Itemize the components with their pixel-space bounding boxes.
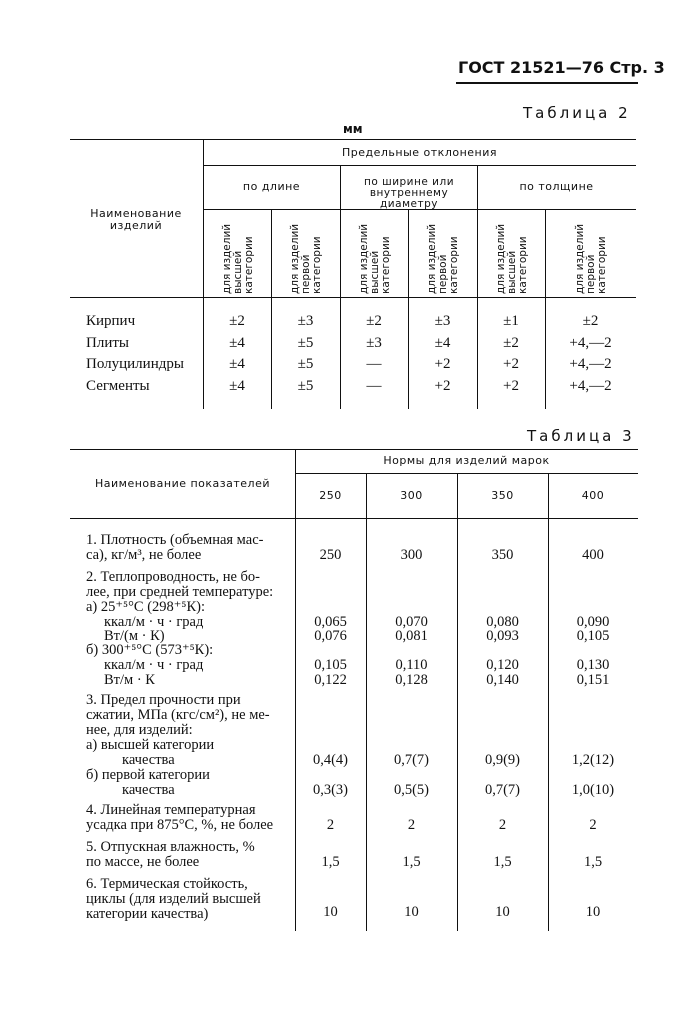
table3-col-name-header: Наименование показателей bbox=[95, 477, 270, 490]
table2-subcol-header: для изделий первой категории bbox=[426, 223, 460, 294]
table2-cell: ±5 bbox=[297, 378, 314, 394]
table3-group-header: Нормы для изделий марок bbox=[383, 454, 550, 467]
table3-cell: 0,090 bbox=[576, 614, 610, 630]
table2-cell: +4,—2 bbox=[569, 378, 612, 394]
table2-cell: ±2 bbox=[366, 313, 382, 329]
table2-cell: ±4 bbox=[229, 378, 245, 394]
table2-title: Таблица 2 bbox=[523, 104, 631, 122]
table2-subcol-header: для изделий первой категории bbox=[289, 223, 323, 294]
table2-cell: +2 bbox=[503, 356, 519, 372]
table2-row-name: Кирпич bbox=[86, 313, 136, 329]
table3-title: Таблица 3 bbox=[527, 427, 635, 445]
table2-subgroup-width: по ширине или внутреннему диаметру bbox=[363, 176, 455, 210]
table3-cell: 1,5 bbox=[321, 854, 340, 870]
table3-cell: 1,2(12) bbox=[571, 752, 615, 768]
table3-mark-header: 350 bbox=[491, 489, 514, 502]
table2-cell: — bbox=[366, 378, 382, 394]
table3-cell: 2 bbox=[407, 817, 416, 833]
table3-row-label: циклы (для изделий высшей bbox=[86, 891, 261, 907]
table3-cell: 1,5 bbox=[402, 854, 421, 870]
table3-cell: 0,7(7) bbox=[484, 782, 521, 798]
table2-cell: ±4 bbox=[229, 335, 245, 351]
table3-header-bottom-rule bbox=[70, 518, 638, 519]
table3-cell: 0,070 bbox=[395, 614, 428, 630]
table3-row-label: 1. Плотность (объемная мас- bbox=[86, 532, 264, 548]
table3-cell: 400 bbox=[582, 547, 604, 563]
table3-cell: 2 bbox=[498, 817, 507, 833]
table2-cell: ±5 bbox=[297, 356, 314, 372]
table2-row-name: Сегменты bbox=[86, 378, 150, 394]
table3-cell: 1,0(10) bbox=[571, 782, 615, 798]
table2-subcol-header: для изделий высшей категории bbox=[495, 223, 529, 294]
table3-row-label: 4. Линейная температурная bbox=[86, 802, 256, 818]
table2-subcol-header: для изделий высшей категории bbox=[358, 223, 392, 294]
table3-row-label: категории качества) bbox=[86, 906, 209, 922]
table3-cell: 2 bbox=[326, 817, 335, 833]
table3-cell: 0,093 bbox=[486, 628, 519, 644]
table3-cell: 0,4(4) bbox=[312, 752, 349, 768]
table3-cell: 0,080 bbox=[486, 614, 519, 630]
table2-cell: ±5 bbox=[297, 335, 314, 351]
table2-cell: ±3 bbox=[366, 335, 382, 351]
table3-cell: 1,5 bbox=[583, 854, 603, 870]
table3-row-label: 6. Термическая стойкость, bbox=[86, 876, 248, 892]
table3-cell: 10 bbox=[585, 904, 601, 920]
table3-cell: 0,140 bbox=[486, 672, 519, 688]
table3-group-rule bbox=[295, 473, 638, 474]
table2-cell: ±2 bbox=[503, 335, 519, 351]
table3-cell: 0,9(9) bbox=[484, 752, 521, 768]
table3-row-label: нее, для изделий: bbox=[86, 722, 193, 738]
table3-top-rule bbox=[70, 449, 638, 450]
table3-row-label: сжатии, МПа (кгс/см²), не ме- bbox=[86, 707, 270, 723]
table3-cell: 10 bbox=[404, 904, 419, 920]
table3-cell: 0,151 bbox=[576, 672, 610, 688]
table2-cell: +2 bbox=[434, 356, 451, 372]
table2-cell: +2 bbox=[503, 378, 519, 394]
table2-cell: ±3 bbox=[297, 313, 314, 329]
table3-row-label: ккал/м · ч · град bbox=[104, 614, 204, 630]
table2-cell: ±2 bbox=[229, 313, 245, 329]
table2-cell: — bbox=[366, 356, 382, 372]
table3-row-label: б) 300⁺⁵°С (573⁺⁵К): bbox=[86, 642, 214, 658]
table3-cell: 300 bbox=[400, 547, 423, 563]
table2-cell: +4,—2 bbox=[569, 356, 612, 372]
table3-row-label: Вт/м · К bbox=[104, 672, 155, 688]
table2-cell: ±4 bbox=[434, 335, 451, 351]
table2-cell: ±2 bbox=[582, 313, 599, 329]
table2-group-header: Предельные отклонения bbox=[341, 146, 497, 159]
table3-cell: 0,120 bbox=[486, 657, 519, 673]
table3-cell: 0,110 bbox=[395, 657, 428, 673]
table2-cell: ±3 bbox=[434, 313, 451, 329]
table3-cell: 0,5(5) bbox=[393, 782, 430, 798]
table3-row-label: 5. Отпускная влажность, % bbox=[86, 839, 255, 855]
table3-row-label: усадка при 875°С, %, не более bbox=[86, 817, 274, 833]
table3-cell: 0,122 bbox=[314, 672, 347, 688]
table3-mark-header: 400 bbox=[581, 489, 605, 502]
table3-row-label: Вт/(м · К) bbox=[104, 628, 165, 644]
table2-cell: +4,—2 bbox=[569, 335, 612, 351]
table3-row-label: 2. Теплопроводность, не бо- bbox=[86, 569, 260, 585]
table3-row-label: а) высшей категории bbox=[86, 737, 215, 753]
table2-cell: ±1 bbox=[503, 313, 519, 329]
table2-subcol-header: для изделий первой категории bbox=[574, 223, 608, 294]
table3-cell: 2 bbox=[589, 817, 597, 833]
table3-row-label: качества bbox=[122, 782, 175, 798]
table3-cell: 0,130 bbox=[576, 657, 610, 673]
table2-row-name: Плиты bbox=[86, 335, 129, 351]
table2-subgroup-thickness: по толщине bbox=[519, 180, 594, 193]
table2-col-name-header: Наименование изделий bbox=[90, 207, 182, 232]
table3-row-label: б) первой категории bbox=[86, 767, 210, 783]
table3-cell: 0,105 bbox=[314, 657, 347, 673]
table3-cell: 350 bbox=[491, 547, 514, 563]
table3-cell: 0,105 bbox=[576, 628, 610, 644]
table2-group-rule bbox=[203, 165, 636, 166]
table3-cell: 10 bbox=[323, 904, 338, 920]
table3-row-label: качества bbox=[122, 752, 175, 768]
header-rule bbox=[456, 82, 638, 84]
table2-cell: +2 bbox=[434, 378, 451, 394]
table3-cell: 1,5 bbox=[493, 854, 512, 870]
table3-mark-header: 250 bbox=[319, 489, 342, 502]
table3-cell: 0,7(7) bbox=[393, 752, 430, 768]
table2-top-rule bbox=[70, 139, 636, 140]
table3-row-label: лее, при средней температуре: bbox=[86, 584, 274, 600]
table2-cell: ±4 bbox=[229, 356, 245, 372]
table3-row-label: 3. Предел прочности при bbox=[86, 692, 241, 708]
table2-subcol-header: для изделий высшей категории bbox=[221, 223, 255, 294]
table3-row-label: са), кг/м³, не более bbox=[86, 547, 202, 563]
table3-cell: 0,065 bbox=[314, 614, 347, 630]
table3-cell: 0,076 bbox=[314, 628, 347, 644]
table3-row-label: по массе, не более bbox=[86, 854, 200, 870]
table2-subgroup-length: по длине bbox=[242, 180, 301, 193]
table2-header-bottom-rule bbox=[70, 297, 636, 298]
table3-cell: 0,3(3) bbox=[312, 782, 349, 798]
table2-row-name: Полуцилиндры bbox=[86, 356, 184, 372]
table3-cell: 10 bbox=[495, 904, 510, 920]
page-header: ГОСТ 21521—76 Стр. 3 bbox=[458, 58, 665, 77]
table3-cell: 250 bbox=[319, 547, 342, 563]
table3-mark-header: 300 bbox=[400, 489, 423, 502]
table2-unit: мм bbox=[343, 122, 363, 136]
table3-row-label: ккал/м · ч · град bbox=[104, 657, 204, 673]
table3-cell: 0,128 bbox=[395, 672, 428, 688]
table3-row-label: а) 25⁺⁵°С (298⁺⁵К): bbox=[86, 599, 206, 615]
table3-cell: 0,081 bbox=[395, 628, 428, 644]
